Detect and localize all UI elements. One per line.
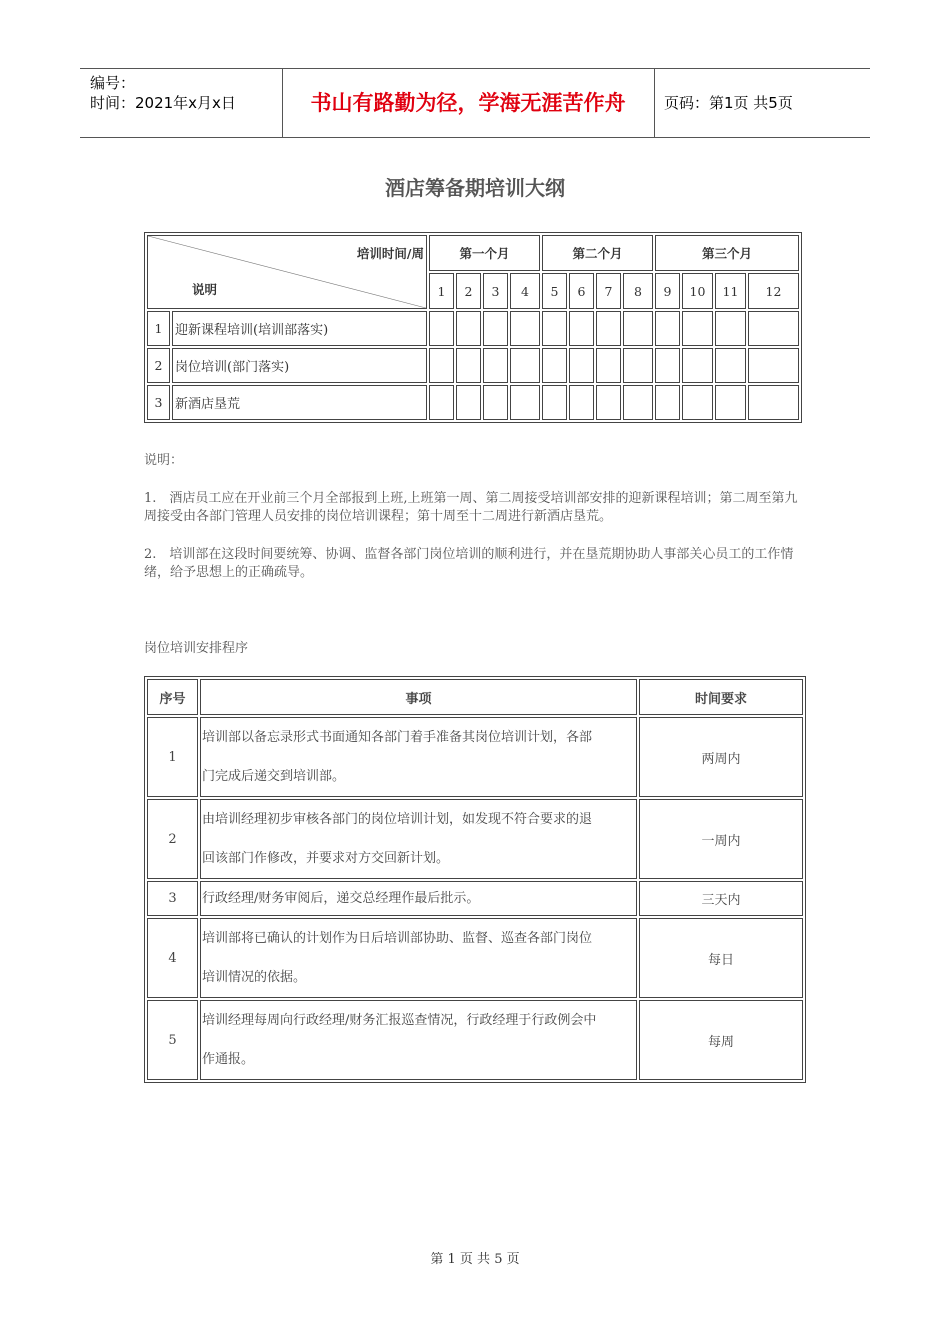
week-cell [542,348,567,383]
row-number: 2 [147,348,170,383]
diagonal-header-cell [147,235,427,309]
header-description-label: 说明 [192,282,218,297]
week-cell [655,385,680,420]
week-cell [682,348,713,383]
week-header: 9 [655,273,680,309]
row-number: 5 [147,1000,198,1080]
row-item: 行政经理/财务审阅后，递交总经理作最后批示。 [200,881,637,916]
notes-label: 说明： [144,453,184,468]
row-time: 三天内 [639,881,803,916]
row-item [200,717,637,797]
document-title: 酒店筹备期培训大纲 [385,176,565,200]
week-cell [456,348,481,383]
table-row [147,881,803,916]
item-line: 门完成后递交到培训部。 [202,769,346,784]
item-line: 培训情况的依据。 [202,970,307,985]
row-time: 每日 [639,918,803,998]
note-item: 1. 酒店员工应在开业前三个月全部报到上班,上班第一周、第二周接受培训部安排的迎新课程培训；第二周至第九周接受由各部门管理人员安排的岗位培训课程；第十周至十二周进行新酒店垦荒。 [144,491,798,524]
item-line: 由培训经理初步审核各部门的岗位培训计划，如发现不符合要求的退 [202,812,593,827]
row-item [200,1000,637,1080]
week-cell [748,348,799,383]
procedure-title: 岗位培训安排程序 [144,641,249,656]
week-header: 7 [596,273,621,309]
week-cell [569,385,594,420]
header-meta [90,73,236,113]
header-item: 事项 [200,679,637,715]
week-cell [655,348,680,383]
table-row [147,717,803,797]
week-cell [748,311,799,346]
week-cell [456,385,481,420]
week-header: 6 [569,273,594,309]
week-cell [542,311,567,346]
table-row [147,1000,803,1080]
week-cell [655,311,680,346]
week-cell [483,385,508,420]
week-cell [715,385,746,420]
row-number: 1 [147,311,170,346]
row-number: 2 [147,799,198,879]
week-cell [682,385,713,420]
week-cell [429,311,454,346]
page-header [80,68,870,138]
item-line: 培训部将已确认的计划作为日后培训部协助、监督、巡查各部门岗位 [202,931,593,946]
table-row [147,918,803,998]
item-line: 培训部以备忘录形式书面通知各部门着手准备其岗位培训计划，各部 [202,730,593,745]
table-row [147,311,799,346]
week-header: 8 [623,273,653,309]
item-line: 培训经理每周向行政经理/财务汇报巡查情况，行政经理于行政例会中 [202,1013,597,1028]
week-header: 12 [748,273,799,309]
header-sequence: 序号 [147,679,198,715]
week-cell [623,311,653,346]
month-header: 第三个月 [655,235,799,271]
week-cell [510,348,540,383]
row-number: 1 [147,717,198,797]
week-header: 5 [542,273,567,309]
table-row [147,348,799,383]
row-time: 一周内 [639,799,803,879]
week-header: 3 [483,273,508,309]
week-header: 2 [456,273,481,309]
week-cell [510,311,540,346]
week-cell [715,311,746,346]
week-cell [483,348,508,383]
week-cell [456,311,481,346]
page-footer: 第 1 页 共 5 页 [430,1252,520,1267]
week-cell [623,385,653,420]
header-motto: 书山有路勤为径，学海无涯苦作舟 [310,90,626,115]
row-item [200,918,637,998]
note-item: 2. 培训部在这段时间要统筹、协调、监督各部门岗位培训的顺利进行，并在垦荒期协助人事部关心员工的工作情绪，给予思想上的正确疏导。 [144,547,794,580]
row-name: 迎新课程培训(培训部落实) [172,311,427,346]
training-schedule-table [144,232,802,423]
header-divider [654,69,655,137]
table-row [147,385,799,420]
header-page-info: 页码：第1页 共5页 [664,94,793,112]
row-time: 两周内 [639,717,803,797]
week-header: 11 [715,273,746,309]
header-time-week-label: 培训时间/周 [356,246,424,261]
procedure-table [144,676,806,1083]
month-header: 第二个月 [542,235,653,271]
week-cell [429,348,454,383]
table-row [147,799,803,879]
week-cell [483,311,508,346]
week-cell [715,348,746,383]
header-time-requirement: 时间要求 [639,679,803,715]
row-time: 每周 [639,1000,803,1080]
week-cell [596,348,621,383]
week-header: 10 [682,273,713,309]
row-number: 3 [147,385,170,420]
week-cell [542,385,567,420]
week-cell [596,311,621,346]
row-name: 岗位培训(部门落实) [172,348,427,383]
week-cell [748,385,799,420]
week-header: 1 [429,273,454,309]
row-item [200,799,637,879]
week-cell [682,311,713,346]
week-cell [596,385,621,420]
table-header-row [147,679,803,715]
row-number: 4 [147,918,198,998]
week-cell [510,385,540,420]
week-cell [569,311,594,346]
month-header: 第一个月 [429,235,540,271]
header-number: 编号： [90,74,136,92]
week-cell [429,385,454,420]
row-number: 3 [147,881,198,916]
item-line: 回该部门作修改，并要求对方交回新计划。 [202,851,450,866]
row-name: 新酒店垦荒 [172,385,427,420]
week-header: 4 [510,273,540,309]
week-cell [569,348,594,383]
header-time: 时间：2021年x月x日 [90,94,236,112]
item-line: 作通报。 [202,1052,255,1067]
week-cell [623,348,653,383]
